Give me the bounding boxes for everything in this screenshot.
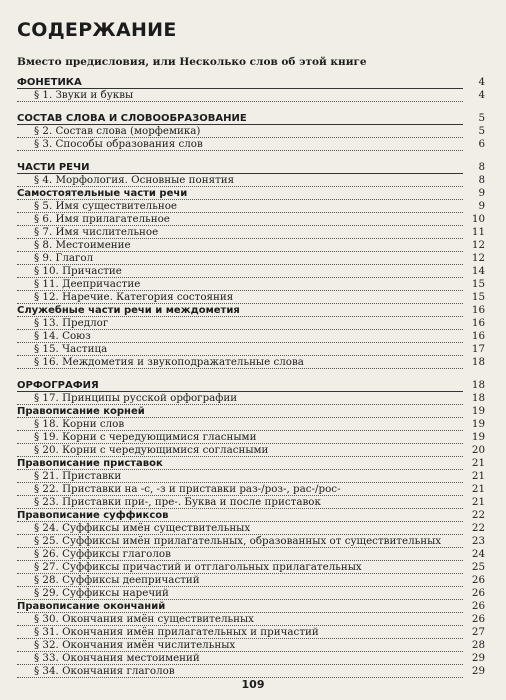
toc-entry-page: 23: [471, 535, 485, 547]
preface-entry: Вместо предисловия, или Несколько слов об этой книге: [17, 56, 367, 68]
toc-entry-title: ФОНЕТИКА: [17, 77, 82, 88]
toc-entry: [17, 89, 485, 102]
toc-entry-page: 29: [471, 652, 485, 664]
toc-entry: [17, 561, 485, 574]
toc-entry: [17, 239, 485, 252]
leader-line: [17, 150, 463, 151]
toc-subsection-heading: [17, 405, 485, 418]
toc-entry-title: § 22. Приставки на -с, -з и приставки раз-/роз-, рас-/рос-: [34, 483, 341, 495]
toc-entry-page: 11: [471, 226, 485, 238]
toc-entry-title: § 28. Суффиксы деепричастий: [34, 574, 200, 586]
toc-entry: [17, 317, 485, 330]
toc-entry-page: 5: [478, 125, 485, 137]
toc-entry-title: § 6. Имя прилагательное: [34, 213, 170, 225]
toc-entry-page: 21: [471, 470, 485, 482]
toc-entry-page: 19: [471, 418, 485, 430]
toc-entry-page: 17: [471, 343, 485, 355]
toc-entry: [17, 418, 485, 431]
toc-entry-page: 21: [471, 496, 485, 508]
toc-entry-title: § 30. Окончания имён существительных: [34, 613, 254, 625]
toc-entry-title: § 21. Приставки: [34, 470, 122, 482]
toc-entry-title: § 14. Союз: [34, 330, 91, 342]
toc-entry-title: ЧАСТИ РЕЧИ: [17, 162, 90, 173]
toc-entry-page: 4: [478, 76, 485, 88]
toc-entry-page: 14: [471, 265, 485, 277]
toc-entry: [17, 470, 485, 483]
toc-entry-title: § 10. Причастие: [34, 265, 122, 277]
toc-entry-page: 9: [478, 200, 485, 212]
toc-subsection-heading: [17, 600, 485, 613]
toc-entry: [17, 522, 485, 535]
toc-entry-page: 21: [471, 457, 485, 469]
toc-entry: [17, 639, 485, 652]
toc-subsection-heading: [17, 509, 485, 522]
toc-entry-page: 10: [471, 213, 485, 225]
toc-entry: [17, 291, 485, 304]
toc-entry-title: § 24. Суффиксы имён существительных: [34, 522, 251, 534]
toc-entry-title: § 23. Приставки при-, пре-. Буква и после приставок: [34, 496, 321, 508]
toc-entry-page: 15: [471, 291, 485, 303]
toc-entry-page: 26: [471, 600, 485, 612]
toc-entry-page: 16: [471, 304, 485, 316]
toc-entry-title: § 26. Суффиксы глаголов: [34, 548, 171, 560]
toc-entry-title: Правописание суффиксов: [17, 510, 169, 521]
toc-entry: [17, 613, 485, 626]
toc-entry-title: § 2. Состав слова (морфемика): [34, 125, 201, 137]
toc-entry-title: Правописание приставок: [17, 458, 163, 469]
toc-entry: [17, 200, 485, 213]
toc-entry-page: 28: [471, 639, 485, 651]
toc-subsection-heading: [17, 304, 485, 317]
toc-entry: [17, 138, 485, 151]
toc-entry-title: § 29. Суффиксы наречий: [34, 587, 169, 599]
toc-entry-title: § 25. Суффиксы имён прилагательных, образованных от существительных: [34, 535, 442, 547]
toc-entry: [17, 496, 485, 509]
toc-entry-page: 8: [478, 161, 485, 173]
toc-entry-page: 18: [471, 356, 485, 368]
toc-entry-title: § 18. Корни слов: [34, 418, 125, 430]
toc-entry-title: § 13. Предлог: [34, 317, 109, 329]
toc-entry-title: § 9. Глагол: [34, 252, 94, 264]
toc-entry-page: 25: [471, 561, 485, 573]
toc-entry-title: Правописание корней: [17, 406, 145, 417]
toc-entry-page: 21: [471, 483, 485, 495]
toc-entry-title: § 1. Звуки и буквы: [34, 89, 134, 101]
toc-entry: [17, 483, 485, 496]
toc-entry: [17, 125, 485, 138]
toc-entry: [17, 356, 485, 369]
toc-entry-title: § 31. Окончания имён прилагательных и причастий: [34, 626, 319, 638]
toc-entry-page: 18: [471, 392, 485, 404]
toc-entry-page: 22: [471, 509, 485, 521]
toc-entry-page: 29: [471, 665, 485, 677]
toc-entry-title: § 4. Морфология. Основные понятия: [34, 174, 235, 186]
toc-entry: [17, 652, 485, 665]
toc-entry: [17, 431, 485, 444]
toc-entry-page: 16: [471, 330, 485, 342]
toc-entry-title: Самостоятельные части речи: [17, 188, 188, 199]
toc-entry-title: § 20. Корни с чередующимися согласными: [34, 444, 269, 456]
toc-entry: [17, 626, 485, 639]
page-title: СОДЕРЖАНИЕ: [17, 19, 177, 41]
toc-section-heading: [17, 112, 485, 125]
toc-subsection-heading: [17, 457, 485, 470]
toc-entry-title: § 12. Наречие. Категория состояния: [34, 291, 234, 303]
toc-entry-title: § 17. Принципы русской орфографии: [34, 392, 238, 404]
toc-entry-page: 24: [471, 548, 485, 560]
toc-entry-page: 16: [471, 317, 485, 329]
toc-section-heading: [17, 76, 485, 89]
toc-entry-page: 5: [478, 112, 485, 124]
toc-entry-title: § 15. Частица: [34, 343, 108, 355]
toc-entry: [17, 444, 485, 457]
toc-entry-page: 15: [471, 278, 485, 290]
toc-entry-title: СОСТАВ СЛОВА И СЛОВООБРАЗОВАНИЕ: [17, 113, 247, 124]
toc-entry: [17, 265, 485, 278]
toc-entry-page: 22: [471, 522, 485, 534]
toc-entry-title: § 5. Имя существительное: [34, 200, 177, 212]
page-number: 109: [241, 678, 265, 691]
leader-line: [17, 368, 463, 369]
toc-entry-page: 12: [471, 239, 485, 251]
toc-entry-page: 19: [471, 431, 485, 443]
toc-entry-page: 9: [478, 187, 485, 199]
toc-entry: [17, 548, 485, 561]
toc-entry: [17, 665, 485, 678]
toc-entry: [17, 587, 485, 600]
toc-entry-page: 26: [471, 587, 485, 599]
toc-subsection-heading: [17, 187, 485, 200]
toc-entry-page: 27: [471, 626, 485, 638]
toc-entry-title: Правописание окончаний: [17, 601, 166, 612]
toc-entry-title: § 27. Суффиксы причастий и отглагольных прилагательных: [34, 561, 362, 573]
toc-entry-title: § 34. Окончания глаголов: [34, 665, 175, 677]
table-of-contents: [17, 76, 485, 678]
toc-entry-page: 26: [471, 613, 485, 625]
toc-entry: [17, 226, 485, 239]
toc-entry-page: 8: [478, 174, 485, 186]
toc-entry-title: § 32. Окончания имён числительных: [34, 639, 236, 651]
toc-entry-title: § 3. Способы образования слов: [34, 138, 203, 150]
toc-entry-page: 6: [478, 138, 485, 150]
toc-entry-page: 20: [471, 444, 485, 456]
toc-entry-page: 18: [471, 379, 485, 391]
toc-entry: [17, 213, 485, 226]
toc-entry: [17, 574, 485, 587]
toc-entry: [17, 343, 485, 356]
toc-entry-title: Служебные части речи и междометия: [17, 305, 240, 316]
toc-entry-page: 26: [471, 574, 485, 586]
leader-line: [17, 101, 463, 102]
toc-entry: [17, 252, 485, 265]
toc-entry: [17, 174, 485, 187]
toc-entry: [17, 392, 485, 405]
toc-entry-title: § 16. Междометия и звукоподражательные слова: [34, 356, 304, 368]
toc-entry-title: § 33. Окончания местоимений: [34, 652, 200, 664]
toc-section-heading: [17, 379, 485, 392]
toc-entry: [17, 278, 485, 291]
toc-entry-title: ОРФОГРАФИЯ: [17, 380, 99, 391]
toc-entry: [17, 535, 485, 548]
toc-entry-page: 12: [471, 252, 485, 264]
toc-entry-title: § 19. Корни с чередующимися гласными: [34, 431, 257, 443]
toc-section-heading: [17, 161, 485, 174]
toc-entry: [17, 330, 485, 343]
toc-entry-page: 4: [478, 89, 485, 101]
toc-entry-title: § 8. Местоимение: [34, 239, 131, 251]
toc-entry-title: § 7. Имя числительное: [34, 226, 159, 238]
toc-entry-page: 19: [471, 405, 485, 417]
toc-entry-title: § 11. Деепричастие: [34, 278, 141, 290]
